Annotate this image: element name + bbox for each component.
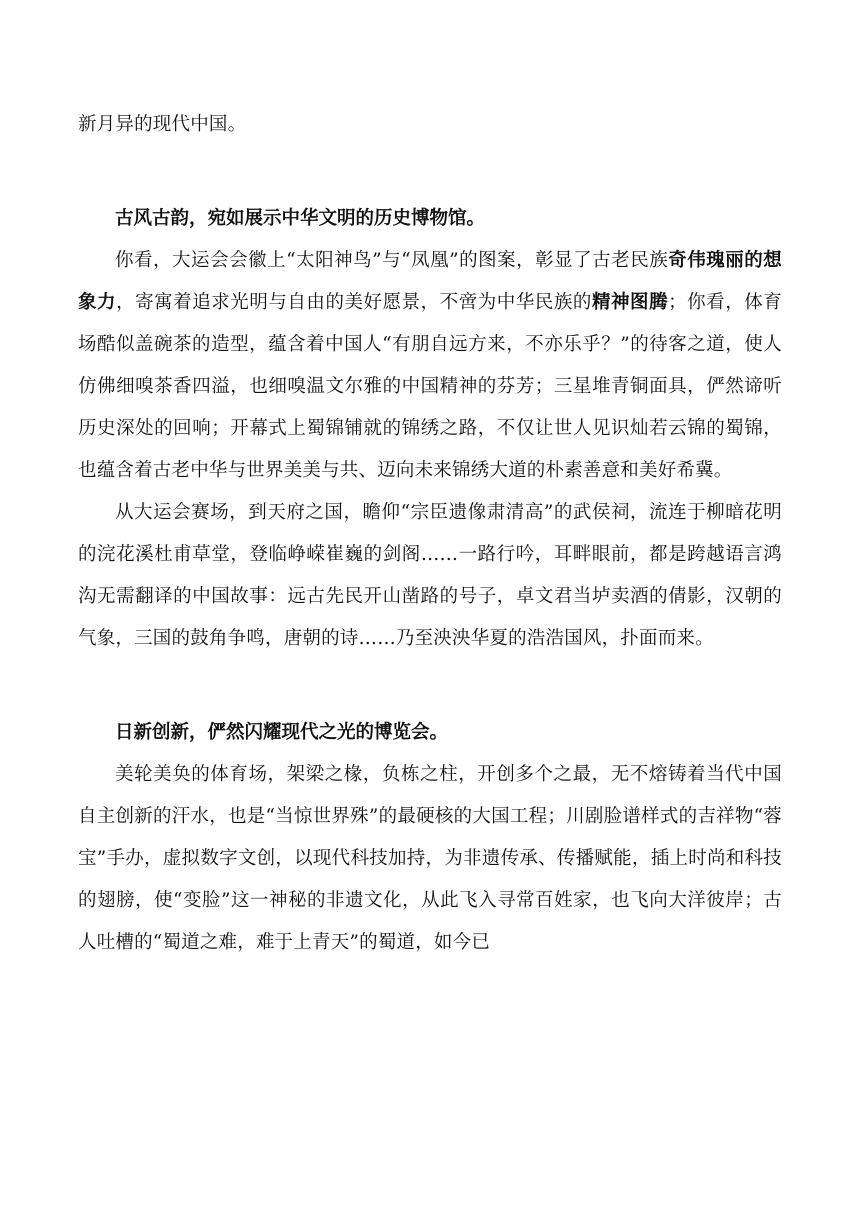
continuation-paragraph: 新月异的现代中国。 (78, 114, 247, 135)
section-gap (78, 146, 782, 198)
section-gap (78, 660, 782, 712)
document-page (78, 104, 782, 964)
text-run: 你看，大运会会徽上“太阳神鸟”与“凤凰”的图案，彰显了古老民族 (115, 250, 669, 271)
section2-paragraph-1: 美轮美奂的体育场，架梁之椽，负栋之柱，开创多个之最，无不熔铸着当代中国自主创新的汗水，也是“当惊世界殊”的最硬核的大国工程；川剧脸谱样式的吉祥物“蓉宝”手办，虚拟数字文创，以现代科技加持，为非遗传承、传播赋能，插上时尚和科技的翅膀，使“变脸”这一神秘的非遗文化，从此飞入寻常百姓家，也飞向大洋彼岸；古人吐槽的“蜀道之难，难于上青天”的蜀道，如今已 (78, 764, 782, 953)
section2-heading: 日新创新，俨然闪耀现代之光的博览会。 (115, 722, 449, 743)
text-run: ；你看，体育场酷似盖碗茶的造型，蕴含着中国人“有朋自远方来，不亦乐乎？”的待客之道，使人仿佛细嗅茶香四溢，也细嗅温文尔雅的中国精神的芬芳；三星堆青铜面具，俨然谛听历史深处的回响；开幕式上蜀锦铺就的锦绣之路，不仅让世人见识灿若云锦的蜀锦，也蕴含着古老中华与世界美美与共、迈向未来锦绣大道的朴素善意和美好希冀。 (78, 292, 782, 481)
section1-paragraph-2: 从大运会赛场，到天府之国，瞻仰“宗臣遗像肃清高”的武侯祠，流连于柳暗花明的浣花溪杜甫草堂，登临峥嵘崔巍的剑阁……一路行吟，耳畔眼前，都是跨越语言鸿沟无需翻译的中国故事：远古先民开山凿路的号子，卓文君当垆卖酒的倩影，汉朝的气象，三国的鼓角争鸣，唐朝的诗……乃至泱泱华夏的浩浩国风，扑面而来。 (78, 502, 782, 649)
section1-heading: 古风古韵，宛如展示中华文明的历史博物馆。 (115, 208, 486, 229)
bold-phrase-totem: 精神图腾 (591, 292, 669, 313)
section1-paragraph-1 (78, 240, 782, 492)
text-run: ，寄寓着追求光明与自由的美好愿景，不啻为中华民族的 (116, 292, 592, 313)
bold-phrase-imagination: 奇伟瑰丽的想象力 (78, 250, 782, 313)
